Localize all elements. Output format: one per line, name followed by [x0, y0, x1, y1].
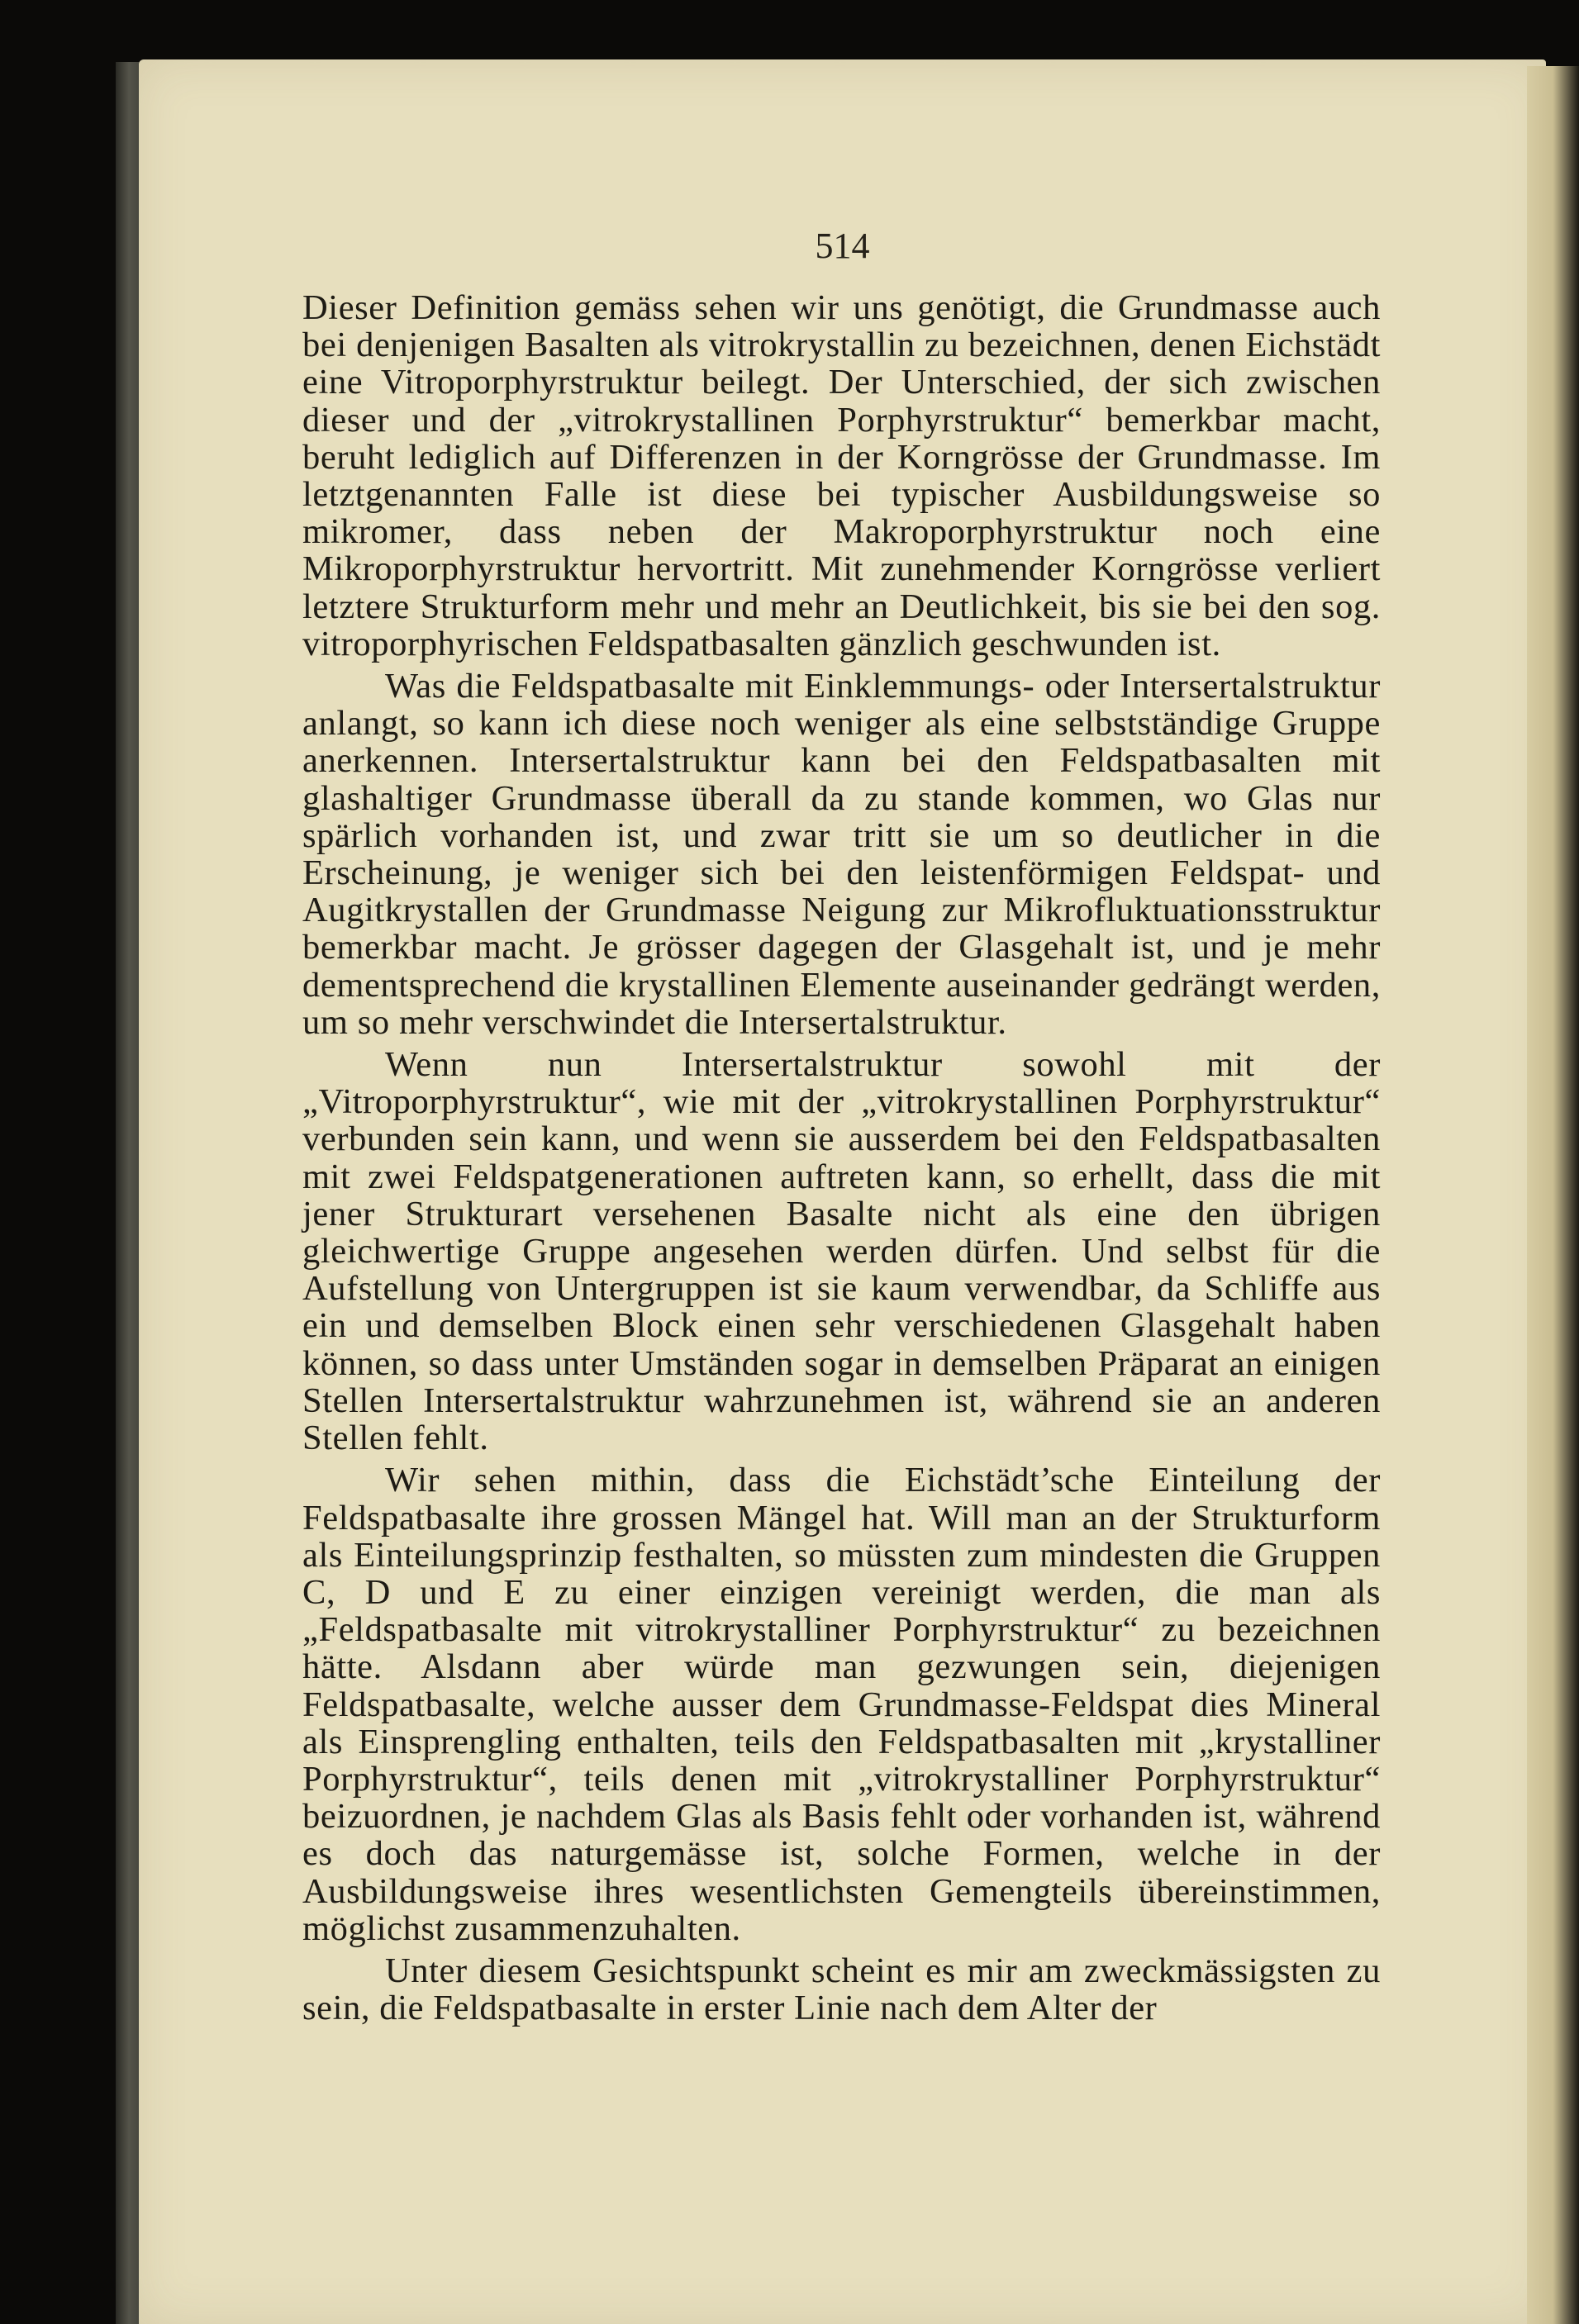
body-text: [302, 289, 1381, 2032]
paragraph-3: Wenn nun Intersertalstruktur sowohl mit der „Vitroporphyrstruktur“, wie mit der „vitrokrystallinen Porphyrstruktur“ verbunden sein kann, und wenn sie ausserdem bei den Feldspatbasalten mit zwei Feldspatgenerationen auftreten kann, so erhellt, dass die mit jener Strukturart versehenen Basalte nicht als eine den übrigen gleichwertige Gruppe angesehen werden dürfen. Und selbst für die Aufstellung von Untergruppen ist sie kaum verwendbar, da Schliffe aus ein und demselben Block einen sehr verschiedenen Glasgehalt haben können, so dass unter Umständen sogar in demselben Präparat an einigen Stellen Intersertalstruktur wahrzunehmen ist, während sie an anderen Stellen fehlt.: [302, 1045, 1381, 1458]
paragraph-2: Was die Feldspatbasalte mit Einklemmungs- oder Intersertalstruktur anlangt, so kann ich diese noch weniger als eine selbstständige Gruppe anerkennen. Intersertalstruktur kann bei den Feldspatbasalten mit glashaltiger Grundmasse überall da zu stande kommen, wo Glas nur spärlich vorhanden ist, und zwar tritt sie um so deutlicher in die Erscheinung, je weniger sich bei den leistenförmigen Feldspat- und Augitkrystallen der Grundmasse Neigung zur Mikrofluktuationsstruktur bemerkbar macht. Je grösser dagegen der Glasgehalt ist, und je mehr dementsprechend die krystallinen Elemente auseinander gedrängt werden, um so mehr verschwindet die Intersertalstruktur.: [302, 667, 1381, 1042]
page-stack-edge: [1527, 66, 1579, 2324]
book-page: [139, 59, 1546, 2324]
paragraph-4: Wir sehen mithin, dass die Eichstädt’sche Einteilung der Feldspatbasalte ihre grossen Mängel hat. Will man an der Strukturform als Einteilungsprinzip festhalten, so müssten zum mindesten die Gruppen C, D und E zu einer einzigen vereinigt werden, die man als „Feldspatbasalte mit vitrokrystalliner Porphyrstruktur“ zu bezeichnen hätte. Alsdann aber würde man gezwungen sein, diejenigen Feldspatbasalte, welche ausser dem Grundmasse-Feldspat dies Mineral als Einsprengling enthalten, teils den Feldspatbasalten mit „krystalliner Porphyrstruktur“, teils denen mit „vitrokrystalliner Porphyrstruktur“ beizuordnen, je nachdem Glas als Basis fehlt oder vorhanden ist, während es doch das naturgemässe ist, solche Formen, welche in der Ausbildungsweise ihres wesentlichsten Gemengteils übereinstimmen, möglichst zusammenzuhalten.: [302, 1461, 1381, 1948]
paragraph-1: Dieser Definition gemäss sehen wir uns genötigt, die Grundmasse auch bei denjenigen Basalten als vitrokrystallin zu bezeichnen, denen Eichstädt eine Vitroporphyrstruktur beilegt. Der Unterschied, der sich zwischen dieser und der „vitrokrystallinen Porphyrstruktur“ bemerkbar macht, beruht lediglich auf Differenzen in der Korngrösse der Grundmasse. Im letztgenannten Falle ist diese bei typischer Ausbildungsweise so mikromer, dass neben der Makroporphyrstruktur noch eine Mikroporphyrstruktur hervortritt. Mit zunehmender Korngrösse verliert letztere Strukturform mehr und mehr an Deutlichkeit, bis sie bei den sog. vitroporphyrischen Feldspatbasalten gänzlich geschwunden ist.: [302, 288, 1381, 663]
paragraph-5: Unter diesem Gesichtspunkt scheint es mir am zweckmässigsten zu sein, die Feldspatbasalte in erster Linie nach dem Alter der: [302, 1951, 1381, 2028]
page-number: 514: [815, 226, 870, 266]
